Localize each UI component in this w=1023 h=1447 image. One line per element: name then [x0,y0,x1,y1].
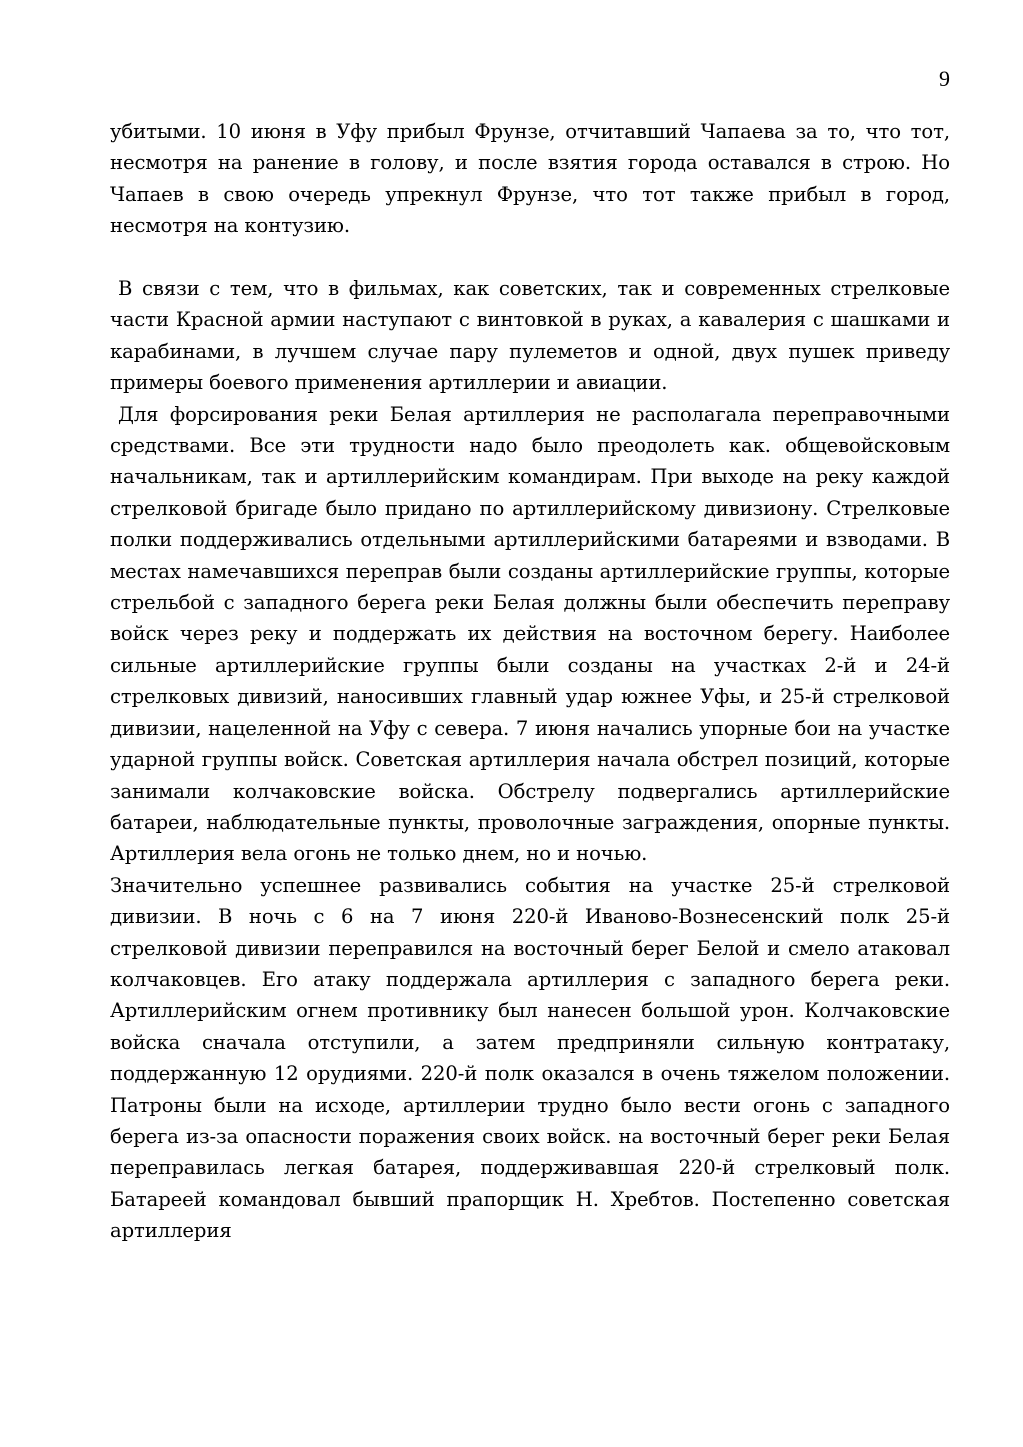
paragraph-2: В связи с тем, что в фильмах, как советских, так и современных стрелковые части Красной армии наступают с винтовкой в руках, а кавалерия с шашками и карабинами, в лучшем случае пару пулеметов и одной, двух пушек приведу примеры боевого применения артиллерии и авиации. [110,277,950,395]
paragraph-3: Для форсирования реки Белая артиллерия не располагала переправочными средствами. Все эти трудности надо было преодолеть как. общевойсковым начальникам, так и артиллерийским командирам. При выходе на реку каждой стрелковой бригаде было придано по артиллерийскому дивизиону. Стрелковые полки поддерживались отдельными артиллерийскими батареями и взводами. В местах намечавшихся переправ были созданы артиллерийские группы, которые стрельбой с западного берега реки Белая должны были обеспечить переправу войск через реку и поддержать их действия на восточном берегу. Наиболее сильные артиллерийские группы были созданы на участках 2-й и 24-й стрелковых дивизий, наносивших главный удар южнее Уфы, и 25-й стрелковой дивизии, нацеленной на Уфу с севера. 7 июня начались упорные бои на участке ударной группы войск. Советская артиллерия начала обстрел позиций, которые занимали колчаковские войска. Обстрелу подвергались артиллерийские батареи, наблюдательные пункты, проволочные заграждения, опорные пункты. Артиллерия вела огонь не только днем, но и ночью. [110,402,950,866]
body-text [110,116,950,1247]
paragraph-4: Значительно успешнее развивались события на участке 25-й стрелковой дивизии. В ночь с 6 на 7 июня 220-й Иваново-Вознесенский полк 25-й стрелковой дивизии переправился на восточный берег Белой и смело атаковал колчаковцев. Его атаку поддержала артиллерия с западного берега реки. Артиллерийским огнем противнику был нанесен большой урон. Колчаковские войска сначала отступили, а затем предприняли сильную контратаку, поддержанную 12 орудиями. 220-й полк оказался в очень тяжелом положении. Патроны были на исходе, артиллерии трудно было вести огонь с западного берега из-за опасности поражения своих войск. на восточный берег реки Белая переправилась легкая батарея, поддерживавшая 220-й стрелковый полк. Батареей командовал бывший прапорщик Н. Хребтов. Постепенно советская артиллерия [110,873,950,1243]
page-number: 9 [939,66,950,91]
paragraph-1: убитыми. 10 июня в Уфу прибыл Фрунзе, отчитавший Чапаева за то, что тот, несмотря на ранение в голову, и после взятия города оставался в строю. Но Чапаев в свою очередь упрекнул Фрунзе, что тот также прибыл в город, несмотря на контузию. [110,120,950,238]
